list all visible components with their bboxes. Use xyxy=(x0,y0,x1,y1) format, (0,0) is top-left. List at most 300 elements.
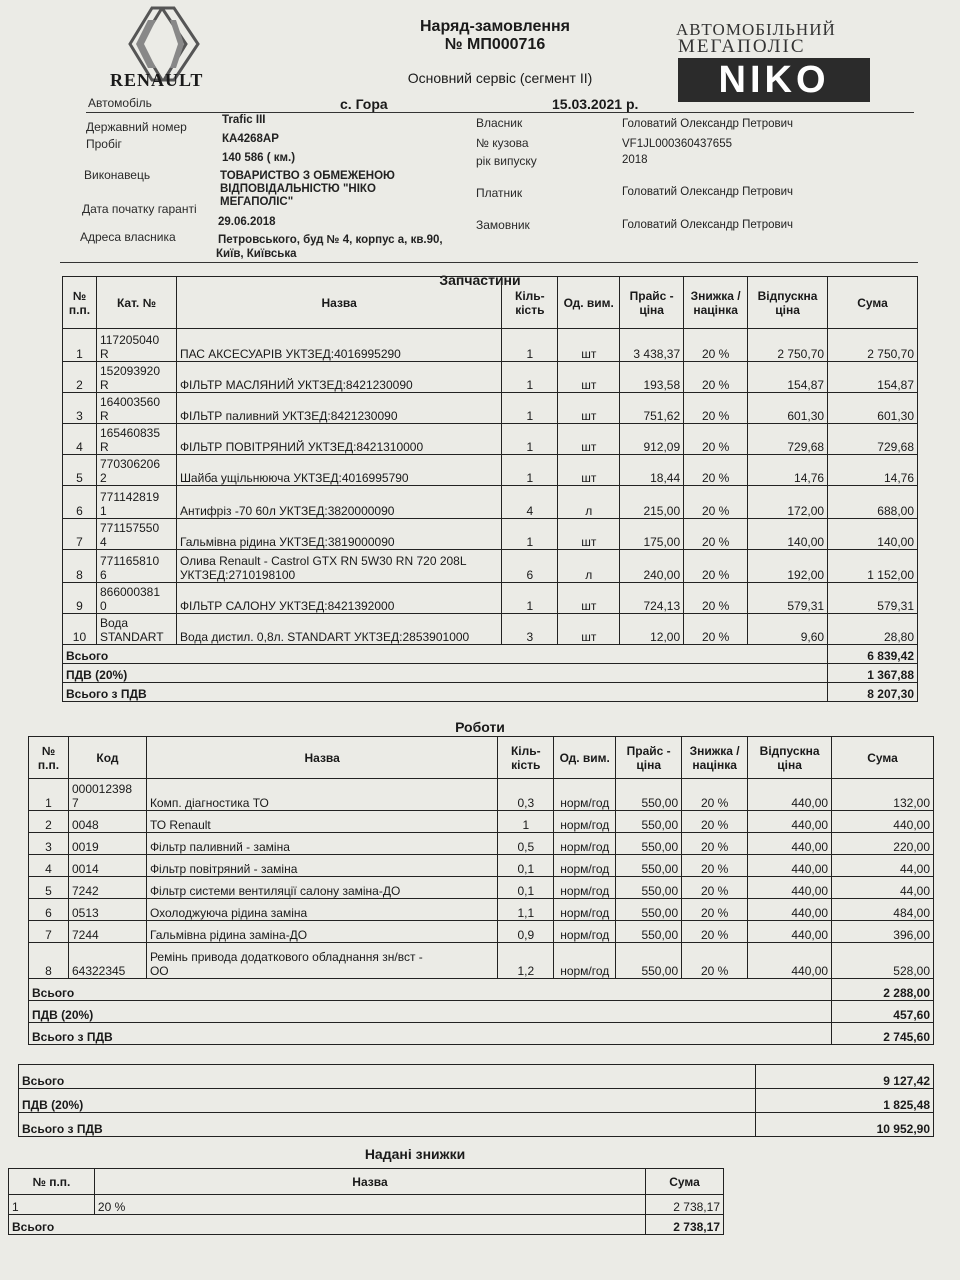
grand-total: 9 127,42 xyxy=(756,1065,934,1089)
part-qty: 6 xyxy=(502,550,558,583)
parts-col-n: № п.п. xyxy=(63,277,97,329)
works-col-disc: Знижка / націнка xyxy=(682,737,748,779)
grand-total-vat: 10 952,90 xyxy=(756,1113,934,1137)
part-qty: 1 xyxy=(502,519,558,550)
work-name-line2: Фільтр повітряний - заміна xyxy=(149,862,298,876)
owner-label: Власник xyxy=(476,116,523,130)
part-qty: 1 xyxy=(502,424,558,455)
work-name-line2: ОО xyxy=(149,964,169,978)
plate-value: КА4268АР xyxy=(222,133,279,145)
work-discount: 20 % xyxy=(682,899,748,921)
part-sum: 601,30 xyxy=(828,393,918,424)
parts-row xyxy=(63,519,918,550)
part-catalog-line1: 771157550 xyxy=(99,521,160,535)
part-name-line1: Олива Renault - Castrol GTX RN 5W30 RN 720 208L xyxy=(179,554,467,568)
work-price: 550,00 xyxy=(616,811,682,833)
part-index: 4 xyxy=(63,424,97,455)
work-discount: 20 % xyxy=(682,943,748,979)
work-name-line2: Гальмівна рідина заміна-ДО xyxy=(149,928,308,942)
work-sale-price: 440,00 xyxy=(748,921,832,943)
work-name xyxy=(146,779,497,811)
part-unit: шт xyxy=(558,329,620,362)
parts-row xyxy=(63,550,918,583)
part-sum: 2 750,70 xyxy=(828,329,918,362)
discounts-col-n: № п.п. xyxy=(9,1169,95,1195)
part-qty: 4 xyxy=(502,486,558,519)
part-catalog-line2: R xyxy=(99,378,109,392)
work-code-line2: 64322345 xyxy=(71,964,126,978)
work-sum: 528,00 xyxy=(832,943,934,979)
part-catalog-line1: 117205040 xyxy=(99,333,160,347)
part-unit: шт xyxy=(558,614,620,645)
work-qty: 1,2 xyxy=(498,943,554,979)
works-col-price: Прайс - ціна xyxy=(616,737,682,779)
parts-total-vat: 8 207,30 xyxy=(828,683,918,702)
work-name-line2: Фільтр системи вентиляції салону заміна-ДО xyxy=(149,884,401,898)
parts-col-sum: Сума xyxy=(828,277,918,329)
niko-brand-line2: МЕГАПОЛІС xyxy=(678,36,806,57)
part-catalog-line1: 165460835 xyxy=(99,426,161,440)
works-row xyxy=(29,921,934,943)
work-sale-price: 440,00 xyxy=(748,811,832,833)
part-name xyxy=(176,614,501,645)
header-divider xyxy=(86,112,914,113)
work-price: 550,00 xyxy=(616,921,682,943)
part-name-line2: ПАС АКСЕСУАРІВ УКТЗЕД:4016995290 xyxy=(179,347,401,361)
part-index: 10 xyxy=(63,614,97,645)
part-price: 193,58 xyxy=(620,362,684,393)
part-catalog-number xyxy=(96,583,176,614)
info-divider xyxy=(60,262,918,263)
part-catalog-line2: R xyxy=(99,409,109,423)
work-sum: 220,00 xyxy=(832,833,934,855)
work-sum: 44,00 xyxy=(832,877,934,899)
discount-index: 1 xyxy=(9,1195,95,1215)
part-qty: 1 xyxy=(502,362,558,393)
part-discount: 20 % xyxy=(684,424,748,455)
part-name-line2: Гальмівна рідина УКТЗЕД:3819000090 xyxy=(179,535,395,549)
part-catalog-line2: R xyxy=(99,440,109,454)
work-code-line2: 0014 xyxy=(71,862,99,876)
service-segment: Основний сервіс (сегмент II) xyxy=(407,70,593,86)
part-sum: 579,31 xyxy=(828,583,918,614)
grand-vat-label: ПДВ (20%) xyxy=(19,1089,756,1113)
discounts-col-sum: Сума xyxy=(646,1169,724,1195)
work-code xyxy=(68,899,146,921)
work-index: 2 xyxy=(29,811,69,833)
work-index: 7 xyxy=(29,921,69,943)
work-name-line1: Ремінь привода додаткового обладнання зн/вст - xyxy=(149,950,423,964)
work-qty: 0,1 xyxy=(498,877,554,899)
discounts-title: Надані знижки xyxy=(364,1146,466,1162)
part-unit: шт xyxy=(558,583,620,614)
work-sale-price: 440,00 xyxy=(748,899,832,921)
vin-label: № кузова xyxy=(476,136,529,150)
work-index: 8 xyxy=(29,943,69,979)
parts-row xyxy=(63,362,918,393)
part-index: 1 xyxy=(63,329,97,362)
works-title: Роботи xyxy=(455,719,505,735)
grand-vat: 1 825,48 xyxy=(756,1089,934,1113)
work-discount: 20 % xyxy=(682,921,748,943)
parts-col-sale: Відпускна ціна xyxy=(748,277,828,329)
work-index: 3 xyxy=(29,833,69,855)
part-name-line2: ФІЛЬТР паливний УКТЗЕД:8421230090 xyxy=(179,409,398,423)
car-label: Автомобіль xyxy=(88,96,152,110)
part-unit: шт xyxy=(558,519,620,550)
work-qty: 0,1 xyxy=(498,855,554,877)
work-name xyxy=(146,855,497,877)
works-table xyxy=(28,736,934,1045)
year-value: 2018 xyxy=(622,154,648,166)
part-sale-price: 14,76 xyxy=(748,455,828,486)
parts-row xyxy=(63,583,918,614)
works-vat-label: ПДВ (20%) xyxy=(29,1001,832,1023)
work-name-line2: Комп. діагностика ТО xyxy=(149,796,269,810)
work-unit: норм/год xyxy=(554,943,616,979)
year-label: рік випуску xyxy=(476,154,537,168)
discounts-body xyxy=(9,1195,724,1215)
part-index: 3 xyxy=(63,393,97,424)
work-price: 550,00 xyxy=(616,833,682,855)
address-value-2: Київ, Київська xyxy=(216,248,297,260)
part-sale-price: 192,00 xyxy=(748,550,828,583)
work-price: 550,00 xyxy=(616,943,682,979)
grand-total-vat-label: Всього з ПДВ xyxy=(19,1113,756,1137)
part-discount: 20 % xyxy=(684,486,748,519)
work-sum: 396,00 xyxy=(832,921,934,943)
works-row xyxy=(29,833,934,855)
part-sum: 1 152,00 xyxy=(828,550,918,583)
work-name xyxy=(146,811,497,833)
part-catalog-number xyxy=(96,550,176,583)
discounts-col-name: Назва xyxy=(94,1169,645,1195)
part-discount: 20 % xyxy=(684,362,748,393)
payer-label: Платник xyxy=(476,186,523,200)
part-unit: шт xyxy=(558,455,620,486)
work-code xyxy=(68,833,146,855)
executor-value-3: МЕГАПОЛІС" xyxy=(220,196,294,208)
document-title: Наряд-замовлення № МП000716 xyxy=(419,18,570,53)
part-catalog-number xyxy=(96,424,176,455)
parts-col-unit: Од. вим. xyxy=(558,277,620,329)
work-qty: 0,9 xyxy=(498,921,554,943)
parts-header-row xyxy=(63,277,918,329)
part-sum: 688,00 xyxy=(828,486,918,519)
work-sale-price: 440,00 xyxy=(748,877,832,899)
work-code xyxy=(68,811,146,833)
part-sum: 140,00 xyxy=(828,519,918,550)
work-sum: 132,00 xyxy=(832,779,934,811)
work-unit: норм/год xyxy=(554,811,616,833)
part-catalog-line2: 2 xyxy=(99,471,107,485)
executor-value-1: ТОВАРИСТВО З ОБМЕЖЕНОЮ xyxy=(220,170,395,182)
part-catalog-line1: 866000381 xyxy=(99,585,161,599)
parts-row xyxy=(63,329,918,362)
part-sale-price: 2 750,70 xyxy=(748,329,828,362)
works-col-sum: Сума xyxy=(832,737,934,779)
work-sum: 44,00 xyxy=(832,855,934,877)
works-total-row xyxy=(29,979,934,1001)
part-qty: 1 xyxy=(502,329,558,362)
work-qty: 0,5 xyxy=(498,833,554,855)
part-qty: 1 xyxy=(502,393,558,424)
parts-col-price: Прайс - ціна xyxy=(620,277,684,329)
work-unit: норм/год xyxy=(554,899,616,921)
work-price: 550,00 xyxy=(616,877,682,899)
part-sale-price: 579,31 xyxy=(748,583,828,614)
part-discount: 20 % xyxy=(684,519,748,550)
part-catalog-line1: 771165810 xyxy=(99,554,160,568)
part-price: 12,00 xyxy=(620,614,684,645)
parts-total-row xyxy=(63,645,918,664)
plate-label: Державний номер xyxy=(86,120,187,134)
part-sale-price: 729,68 xyxy=(748,424,828,455)
part-name xyxy=(176,424,501,455)
grand-total-label: Всього xyxy=(19,1065,756,1089)
works-row xyxy=(29,943,934,979)
work-code-line2: 0513 xyxy=(71,906,99,920)
mileage-value: 140 586 ( км.) xyxy=(222,152,296,164)
work-discount: 20 % xyxy=(682,779,748,811)
part-name-line2: Шайба ущільнююча УКТЗЕД:4016995790 xyxy=(179,471,409,485)
work-name xyxy=(146,899,497,921)
work-code-line2: 0048 xyxy=(71,818,99,832)
part-sum: 14,76 xyxy=(828,455,918,486)
part-name xyxy=(176,519,501,550)
work-discount: 20 % xyxy=(682,855,748,877)
works-vat: 457,60 xyxy=(832,1001,934,1023)
parts-total: 6 839,42 xyxy=(828,645,918,664)
niko-logo-box: NIKO xyxy=(678,58,870,102)
works-col-qty: Кіль-кість xyxy=(498,737,554,779)
works-row xyxy=(29,811,934,833)
part-qty: 1 xyxy=(502,583,558,614)
parts-row xyxy=(63,455,918,486)
part-catalog-number xyxy=(96,362,176,393)
part-catalog-number xyxy=(96,393,176,424)
work-unit: норм/год xyxy=(554,855,616,877)
part-name xyxy=(176,486,501,519)
part-index: 5 xyxy=(63,455,97,486)
parts-row xyxy=(63,424,918,455)
part-catalog-line2: 0 xyxy=(99,599,107,613)
parts-col-qty: Кіль-кість xyxy=(502,277,558,329)
part-unit: шт xyxy=(558,393,620,424)
part-name xyxy=(176,329,501,362)
car-value: Trafic III xyxy=(222,114,266,126)
part-sum: 729,68 xyxy=(828,424,918,455)
customer-label: Замовник xyxy=(476,218,530,232)
executor-value-2: ВІДПОВІДАЛЬНІСТЮ "НІКО xyxy=(220,183,376,195)
work-code xyxy=(68,855,146,877)
work-sale-price: 440,00 xyxy=(748,833,832,855)
works-total-vat: 2 745,60 xyxy=(832,1023,934,1045)
work-sum: 440,00 xyxy=(832,811,934,833)
part-catalog-number xyxy=(96,329,176,362)
part-price: 18,44 xyxy=(620,455,684,486)
work-discount: 20 % xyxy=(682,811,748,833)
grand-total-row xyxy=(19,1065,934,1089)
parts-col-disc: Знижка / націнка xyxy=(684,277,748,329)
part-catalog-line1: 770306206 xyxy=(99,457,161,471)
part-discount: 20 % xyxy=(684,393,748,424)
work-index: 5 xyxy=(29,877,69,899)
work-unit: норм/год xyxy=(554,921,616,943)
part-qty: 3 xyxy=(502,614,558,645)
work-qty: 0,3 xyxy=(498,779,554,811)
part-catalog-line2: 1 xyxy=(99,504,107,518)
works-col-code: Код xyxy=(68,737,146,779)
part-qty: 1 xyxy=(502,455,558,486)
work-name-line2: Фільтр паливний - заміна xyxy=(149,840,290,854)
part-discount: 20 % xyxy=(684,455,748,486)
part-index: 6 xyxy=(63,486,97,519)
work-name xyxy=(146,833,497,855)
part-name xyxy=(176,362,501,393)
works-row xyxy=(29,877,934,899)
work-code xyxy=(68,877,146,899)
works-row xyxy=(29,899,934,921)
part-index: 7 xyxy=(63,519,97,550)
work-code xyxy=(68,921,146,943)
work-unit: норм/год xyxy=(554,877,616,899)
customer-value: Головатий Олександр Петрович xyxy=(622,219,794,231)
work-name xyxy=(146,921,497,943)
part-index: 9 xyxy=(63,583,97,614)
part-price: 3 438,37 xyxy=(620,329,684,362)
work-index: 1 xyxy=(29,779,69,811)
work-code-line2: 7244 xyxy=(71,928,99,942)
parts-total-vat-label: Всього з ПДВ xyxy=(63,683,828,702)
part-price: 215,00 xyxy=(620,486,684,519)
discount-sum: 2 738,17 xyxy=(646,1195,724,1215)
work-code xyxy=(68,779,146,811)
work-sale-price: 440,00 xyxy=(748,855,832,877)
parts-row xyxy=(63,614,918,645)
owner-value: Головатий Олександр Петрович xyxy=(622,118,794,130)
part-catalog-number xyxy=(96,614,176,645)
works-vat-row xyxy=(29,1001,934,1023)
work-code-line2: 7242 xyxy=(71,884,99,898)
part-catalog-line2: 4 xyxy=(99,535,107,549)
discounts-total-label: Всього xyxy=(9,1215,646,1235)
works-total-vat-row xyxy=(29,1023,934,1045)
address-label: Адреса власника xyxy=(80,230,176,244)
discounts-total-row xyxy=(9,1215,724,1235)
part-catalog-line2: STANDART xyxy=(99,630,164,644)
discounts-header-row xyxy=(9,1169,724,1195)
parts-body xyxy=(63,329,918,645)
part-sale-price: 172,00 xyxy=(748,486,828,519)
work-name-line2: ТО Renault xyxy=(149,818,211,832)
part-discount: 20 % xyxy=(684,329,748,362)
works-body xyxy=(29,779,934,979)
part-catalog-number xyxy=(96,486,176,519)
part-sale-price: 154,87 xyxy=(748,362,828,393)
part-sale-price: 140,00 xyxy=(748,519,828,550)
warranty-label: Дата початку гаранті xyxy=(82,202,197,216)
parts-col-name: Назва xyxy=(176,277,501,329)
grand-vat-row xyxy=(19,1089,934,1113)
works-col-name: Назва xyxy=(146,737,497,779)
parts-vat: 1 367,88 xyxy=(828,664,918,683)
work-unit: норм/год xyxy=(554,779,616,811)
work-sale-price: 440,00 xyxy=(748,779,832,811)
part-catalog-line1: 152093920 xyxy=(99,364,161,378)
part-name-line2: ФІЛЬТР ПОВІТРЯНИЙ УКТЗЕД:8421310000 xyxy=(179,440,424,454)
works-header-row xyxy=(29,737,934,779)
discounts-total: 2 738,17 xyxy=(646,1215,724,1235)
part-sum: 28,80 xyxy=(828,614,918,645)
parts-total-label: Всього xyxy=(63,645,828,664)
part-sale-price: 601,30 xyxy=(748,393,828,424)
work-sum: 484,00 xyxy=(832,899,934,921)
work-qty: 1,1 xyxy=(498,899,554,921)
work-code-line1: 000012398 xyxy=(71,782,133,796)
works-col-sale: Відпускна ціна xyxy=(748,737,832,779)
work-index: 4 xyxy=(29,855,69,877)
part-sale-price: 9,60 xyxy=(748,614,828,645)
part-discount: 20 % xyxy=(684,583,748,614)
work-discount: 20 % xyxy=(682,877,748,899)
part-discount: 20 % xyxy=(684,614,748,645)
discount-row xyxy=(9,1195,724,1215)
part-index: 2 xyxy=(63,362,97,393)
part-name-line2: ФІЛЬТР МАСЛЯНИЙ УКТЗЕД:8421230090 xyxy=(179,378,413,392)
part-sum: 154,87 xyxy=(828,362,918,393)
part-price: 751,62 xyxy=(620,393,684,424)
part-catalog-number xyxy=(96,455,176,486)
works-col-n: № п.п. xyxy=(29,737,69,779)
work-qty: 1 xyxy=(498,811,554,833)
work-name xyxy=(146,877,497,899)
warranty-value: 29.06.2018 xyxy=(218,216,276,228)
part-name xyxy=(176,393,501,424)
vin-value: VF1JL000360437655 xyxy=(622,138,732,150)
part-price: 240,00 xyxy=(620,550,684,583)
parts-row xyxy=(63,486,918,519)
part-price: 175,00 xyxy=(620,519,684,550)
part-unit: шт xyxy=(558,362,620,393)
work-unit: норм/год xyxy=(554,833,616,855)
executor-label: Виконавець xyxy=(84,168,151,182)
works-total-label: Всього xyxy=(29,979,832,1001)
discount-name: 20 % xyxy=(94,1195,645,1215)
part-price: 912,09 xyxy=(620,424,684,455)
work-price: 550,00 xyxy=(616,779,682,811)
document-date: 15.03.2021 р. xyxy=(552,96,639,112)
part-catalog-line1: 164003560 xyxy=(99,395,161,409)
part-unit: шт xyxy=(558,424,620,455)
grand-total-table xyxy=(18,1064,934,1137)
part-name xyxy=(176,550,501,583)
renault-brand-text: RENAULT xyxy=(110,70,204,90)
part-catalog-line1: Вода xyxy=(99,616,129,630)
part-catalog-line2: R xyxy=(99,347,109,361)
work-price: 550,00 xyxy=(616,855,682,877)
works-total-vat-label: Всього з ПДВ xyxy=(29,1023,832,1045)
part-discount: 20 % xyxy=(684,550,748,583)
discounts-table xyxy=(8,1168,724,1235)
parts-row xyxy=(63,393,918,424)
part-index: 8 xyxy=(63,550,97,583)
part-catalog-line1: 771142819 xyxy=(99,490,160,504)
part-unit: л xyxy=(558,550,620,583)
grand-total-vat-row xyxy=(19,1113,934,1137)
part-price: 724,13 xyxy=(620,583,684,614)
mileage-label: Пробіг xyxy=(86,137,122,151)
